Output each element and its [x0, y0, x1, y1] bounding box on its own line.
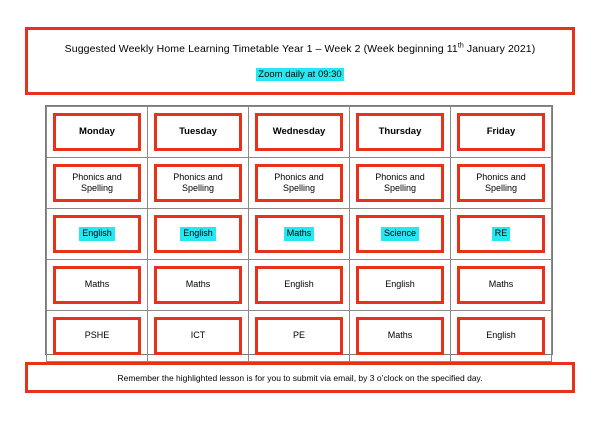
lesson-label: Maths: [488, 279, 514, 290]
lesson-label: Phonics and Spelling: [72, 171, 122, 193]
lesson-label-highlighted: Maths: [284, 227, 315, 241]
footer-note-text: Remember the highlighted lesson is for you to submit via email, by 3 o’clock on the specified day.: [117, 372, 483, 383]
lesson-box: [356, 164, 444, 202]
lesson-label: Phonics and Spelling: [476, 171, 526, 193]
lesson-cell: [148, 260, 249, 311]
table-row: [47, 311, 552, 362]
lesson-cell: [249, 311, 350, 362]
lesson-box: [356, 215, 444, 253]
lesson-label: Phonics and Spelling: [274, 171, 324, 193]
lesson-cell: [148, 209, 249, 260]
lesson-cell: [350, 158, 451, 209]
page-title-tail: January 2021): [463, 42, 536, 55]
lesson-box: [255, 164, 343, 202]
lesson-label: Phonics and Spelling: [375, 171, 425, 193]
day-header-cell-monday: [47, 107, 148, 158]
lesson-label: Maths: [387, 330, 413, 341]
lesson-label-highlighted: English: [79, 227, 115, 241]
lesson-label: Phonics and Spelling: [173, 171, 223, 193]
lesson-label: ICT: [190, 330, 206, 341]
lesson-box: [255, 317, 343, 355]
lesson-cell: [47, 311, 148, 362]
day-header-box-thursday: [356, 113, 444, 151]
lesson-box: [457, 164, 545, 202]
day-header-box-tuesday: [154, 113, 242, 151]
lesson-label: Maths: [185, 279, 211, 290]
day-header-label: Wednesday: [272, 126, 326, 138]
timetable-container: [45, 105, 553, 355]
zoom-schedule-note: [256, 68, 343, 81]
lesson-cell: [47, 260, 148, 311]
lesson-box: [154, 164, 242, 202]
day-header-cell-thursday: [350, 107, 451, 158]
timetable: [46, 106, 552, 362]
lesson-label: PSHE: [84, 330, 110, 341]
lesson-box: [53, 266, 141, 304]
page-title: [65, 42, 536, 56]
lesson-cell: [350, 260, 451, 311]
lesson-label: PE: [292, 330, 305, 341]
day-header-label: Tuesday: [179, 126, 217, 138]
lesson-box: [154, 266, 242, 304]
day-header-label: Thursday: [378, 126, 422, 138]
lesson-box: [457, 317, 545, 355]
day-header-box-wednesday: [255, 113, 343, 151]
lesson-cell: [451, 260, 552, 311]
page-title-ordinal-suffix: th: [457, 42, 464, 49]
table-row: [47, 209, 552, 260]
lesson-box: [356, 317, 444, 355]
table-row: [47, 158, 552, 209]
table-row: [47, 260, 552, 311]
day-header-cell-wednesday: [249, 107, 350, 158]
lesson-cell: [451, 311, 552, 362]
lesson-cell: [451, 158, 552, 209]
lesson-cell: [249, 260, 350, 311]
lesson-label: English: [385, 279, 415, 290]
lesson-box: [356, 266, 444, 304]
day-header-label: Monday: [79, 126, 115, 138]
lesson-label: English: [486, 330, 516, 341]
zoom-schedule-text: Zoom daily at 09:30: [258, 68, 342, 80]
lesson-cell: [47, 209, 148, 260]
day-header-box-monday: [53, 113, 141, 151]
lesson-box: [53, 164, 141, 202]
header-banner: [25, 27, 575, 95]
footer-note-box: [25, 362, 575, 393]
lesson-box: [457, 215, 545, 253]
lesson-label-highlighted: Science: [381, 227, 419, 241]
lesson-label: Maths: [84, 279, 110, 290]
lesson-label: English: [284, 279, 314, 290]
lesson-box: [53, 215, 141, 253]
lesson-cell: [451, 209, 552, 260]
day-header-cell-tuesday: [148, 107, 249, 158]
lesson-box: [255, 266, 343, 304]
table-row-header: [47, 107, 552, 158]
day-header-cell-friday: [451, 107, 552, 158]
day-header-box-friday: [457, 113, 545, 151]
lesson-cell: [350, 209, 451, 260]
lesson-box: [255, 215, 343, 253]
lesson-label-highlighted: English: [180, 227, 216, 241]
lesson-cell: [47, 158, 148, 209]
lesson-box: [154, 317, 242, 355]
lesson-cell: [249, 209, 350, 260]
lesson-box: [457, 266, 545, 304]
lesson-box: [53, 317, 141, 355]
lesson-cell: [148, 311, 249, 362]
day-header-label: Friday: [486, 126, 516, 138]
lesson-cell: [350, 311, 451, 362]
lesson-cell: [249, 158, 350, 209]
lesson-box: [154, 215, 242, 253]
lesson-label-highlighted: RE: [492, 227, 511, 241]
lesson-cell: [148, 158, 249, 209]
page-title-main: Suggested Weekly Home Learning Timetable Year 1 – Week 2 (Week beginning 11: [64, 42, 458, 55]
